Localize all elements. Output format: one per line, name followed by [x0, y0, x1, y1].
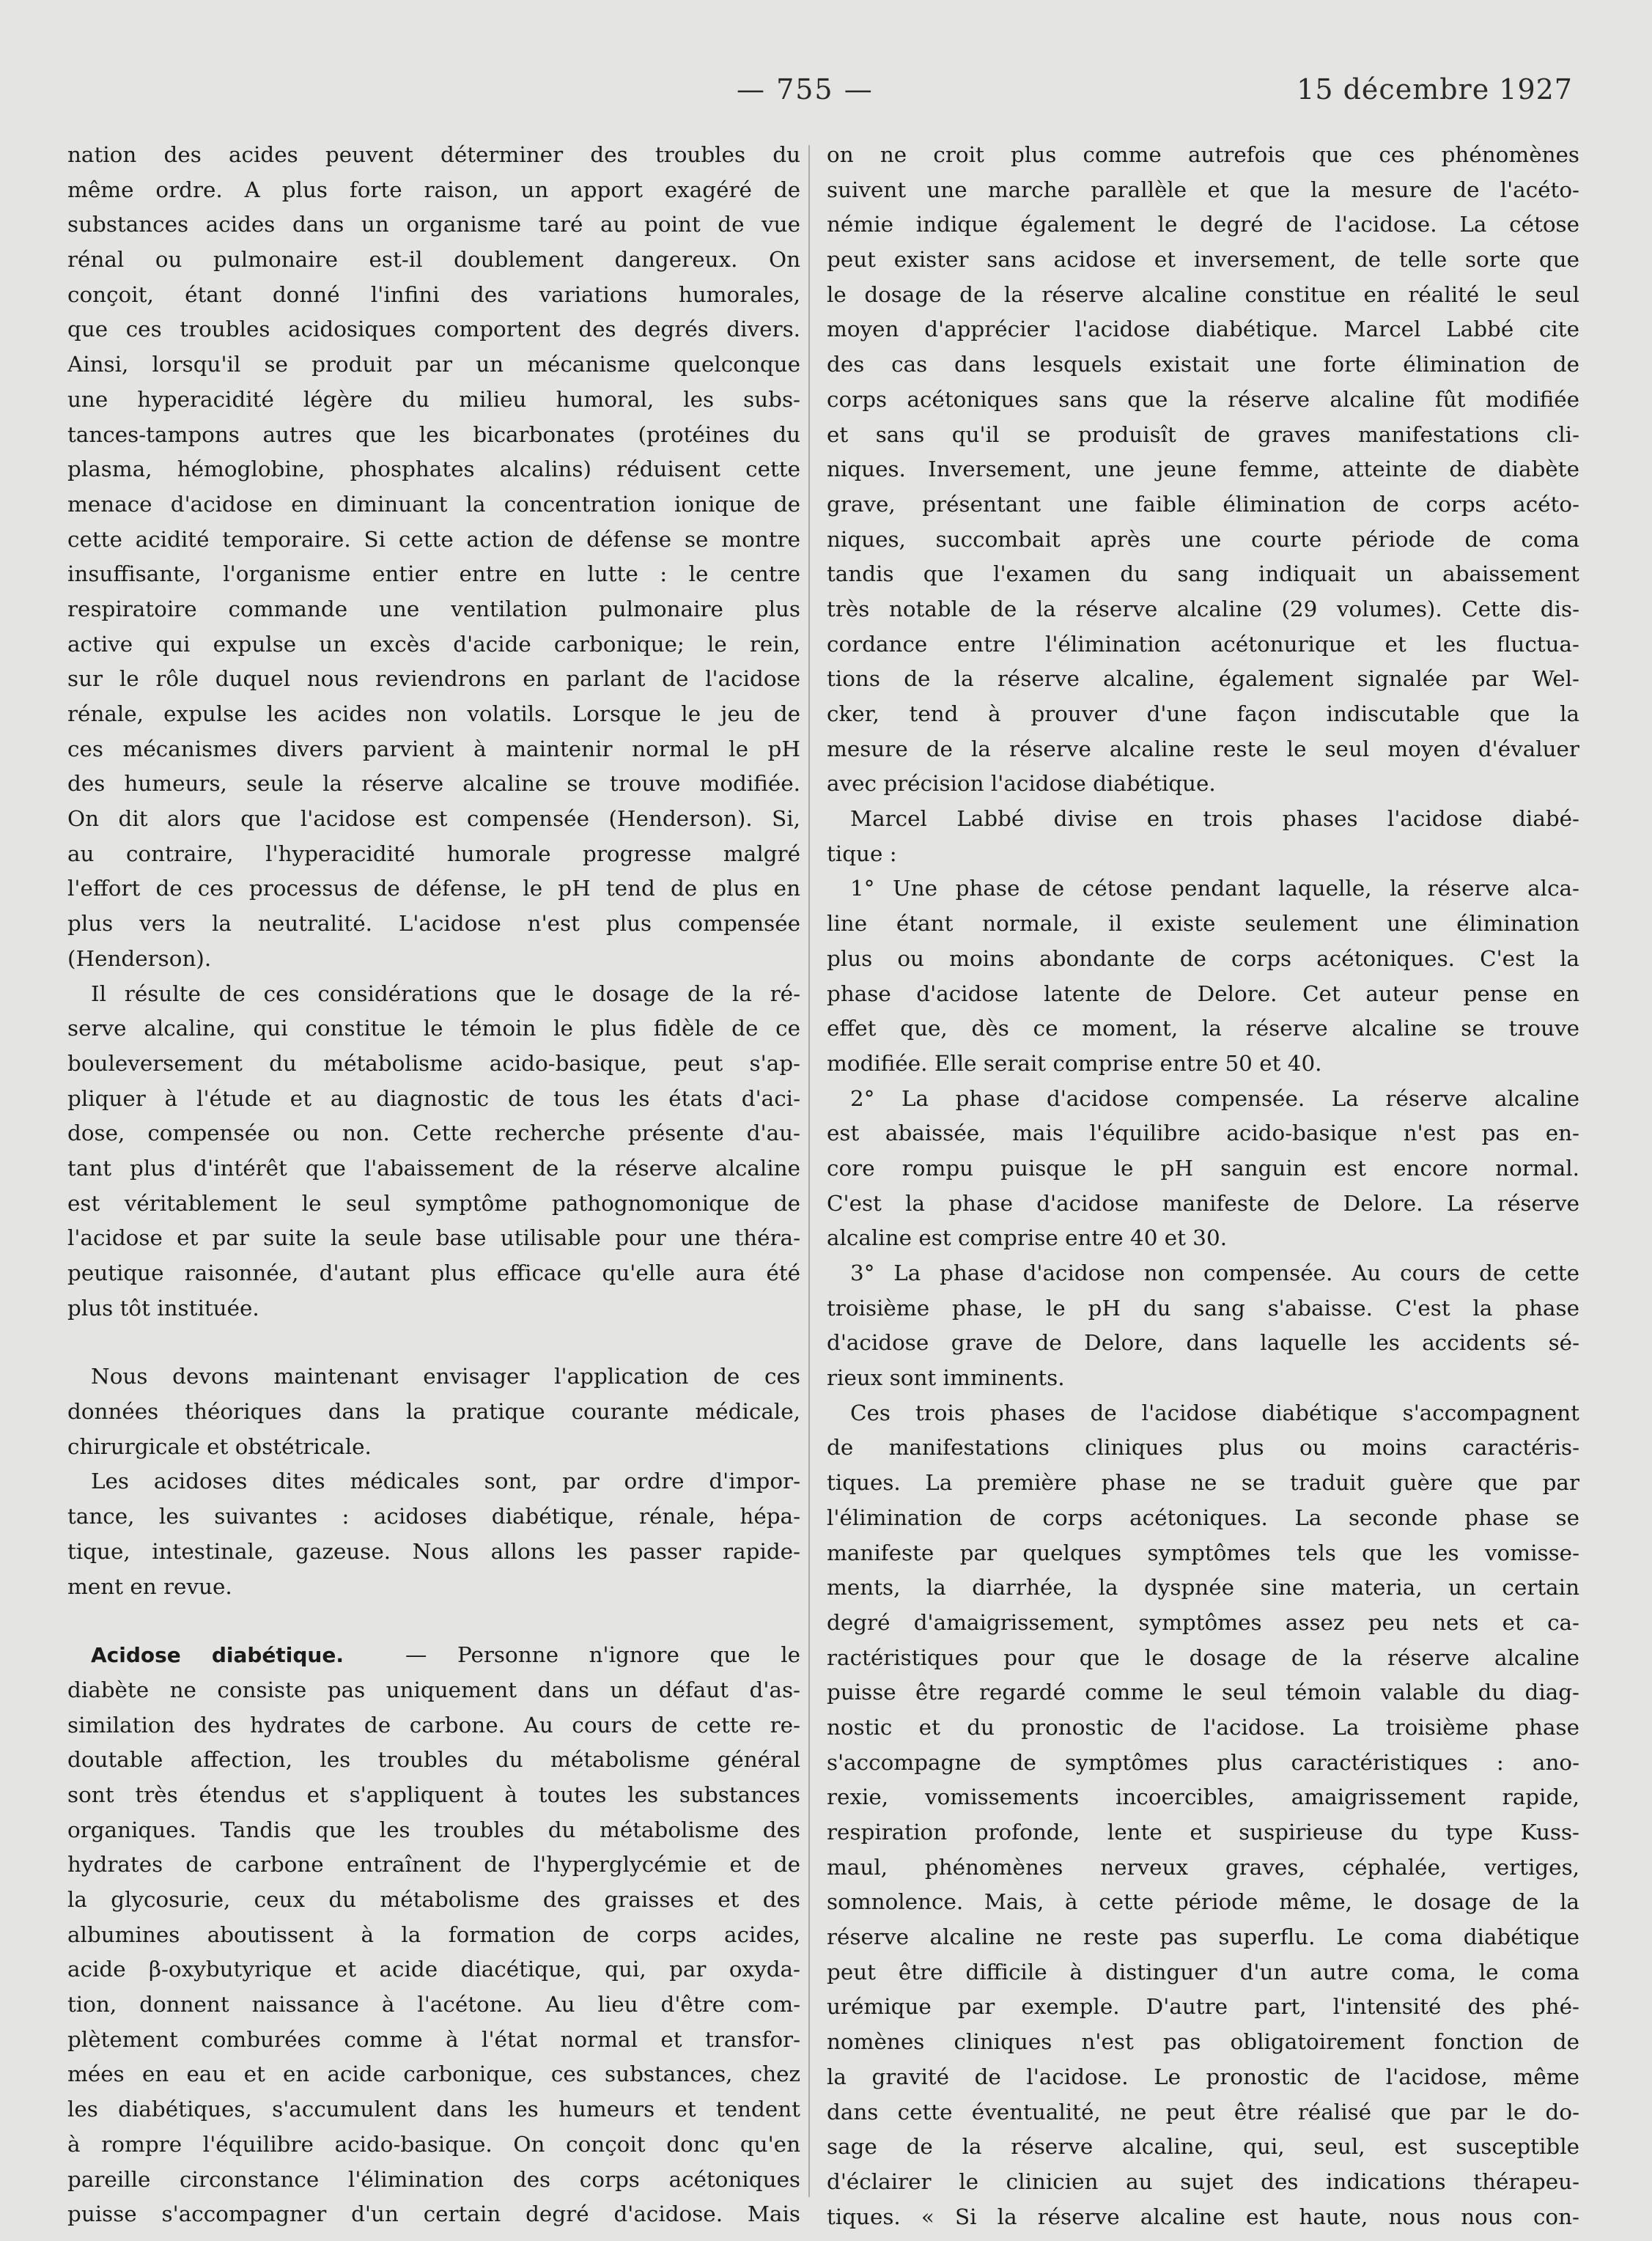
line-text: Ainsi, lorsqu'il se produit par un mécanisme quelconque [67, 352, 800, 377]
text-line [827, 1046, 1579, 1082]
text-line [67, 207, 800, 243]
line-text: nostic et du pronostic de l'acidose. La troisième phase [827, 1714, 1579, 1740]
issue-date: 15 décembre 1927 [1297, 73, 1573, 106]
text-line [827, 732, 1579, 767]
line-text: somnolence. Mais, à cette période même, le dosage de la [827, 1889, 1579, 1915]
text-line [67, 1430, 800, 1465]
line-text: est véritablement le seul symptôme pathognomonique de [67, 1190, 800, 1216]
text-line [67, 732, 800, 767]
line-text: peutique raisonnée, d'autant plus efficace qu'elle aura été [67, 1260, 800, 1285]
text-line [67, 1708, 800, 1743]
text-line [827, 837, 1579, 872]
text-line [827, 243, 1579, 278]
line-text: active qui expulse un excès d'acide carbonique; le rein, [67, 631, 800, 657]
line-text: une hyperacidité légère du milieu humoral, les subs- [67, 386, 800, 412]
text-line [827, 942, 1579, 977]
line-text: rexie, vomissements incoercibles, amaigrissement rapide, [827, 1784, 1579, 1810]
line-text: 2° La phase d'acidose compensée. La réserve alcaline [850, 1085, 1579, 1111]
text-line [67, 1221, 800, 1256]
line-text: plasma, hémoglobine, phosphates alcalins) réduisent cette [67, 457, 800, 482]
text-line [67, 662, 800, 697]
line-text: ces mécanismes divers parvient à maintenir normal le pH [67, 736, 800, 761]
text-line [827, 1291, 1579, 1326]
line-text: tion, donnent naissance à l'acétone. Au lieu d'être com- [67, 1992, 800, 2017]
line-text: tance, les suivantes : acidoses diabétique, rénale, hépa- [67, 1504, 800, 1529]
line-text: similation des hydrates de carbone. Au cours de cette re- [67, 1712, 800, 1738]
line-text: puisse s'accompagner d'un certain degré d'acidose. Mais [67, 2201, 800, 2227]
text-line [827, 207, 1579, 243]
text-line [67, 1395, 800, 1430]
text-line [67, 942, 800, 977]
line-text: chirurgicale et obstétricale. [67, 1433, 372, 1459]
text-line [67, 767, 800, 802]
line-text: substances acides dans un organisme taré au point de vue [67, 212, 800, 237]
line-text: rénale, expulse les acides non volatils. Lorsque le jeu de [67, 701, 800, 726]
line-text: plètement comburées comme à l'état normal et transfor- [67, 2026, 800, 2052]
text-line [67, 1499, 800, 1535]
text-line [67, 1082, 800, 1117]
text-line [67, 1186, 800, 1222]
text-line [827, 452, 1579, 487]
text-line [67, 1359, 800, 1395]
line-text: insuffisante, l'organisme entier entre en lutte : le centre [67, 561, 800, 587]
text-line [827, 1641, 1579, 1676]
text-line [67, 2092, 800, 2127]
text-line [827, 1746, 1579, 1781]
text-line [827, 977, 1579, 1012]
text-line [67, 347, 800, 383]
line-text: même ordre. A plus forte raison, un apport exagéré de [67, 177, 800, 202]
line-text: tique, intestinale, gazeuse. Nous allons les passer rapide- [67, 1538, 800, 1564]
line-text: on ne croit plus comme autrefois que ces phénomènes [827, 142, 1579, 167]
text-line [827, 1570, 1579, 1606]
text-line [827, 1256, 1579, 1291]
text-line [67, 418, 800, 453]
line-text: l'effort de ces processus de défense, le pH tend de plus en [67, 876, 800, 901]
line-text: niques, succombait après une courte période de coma [827, 526, 1579, 552]
line-text: s'accompagne de symptômes plus caractéristiques : ano- [827, 1749, 1579, 1775]
line-text: et sans qu'il se produisît de graves manifestations cli- [827, 421, 1579, 447]
line-text: tandis que l'examen du sang indiquait un abaissement [827, 561, 1579, 587]
text-line [827, 487, 1579, 523]
text-line [67, 523, 800, 558]
text-line [67, 627, 800, 662]
line-text: à rompre l'équilibre acido-basique. On conçoit donc qu'en [67, 2131, 800, 2157]
text-line [67, 2197, 800, 2232]
text-line [827, 312, 1579, 347]
text-line [67, 1743, 800, 1778]
line-text: menace d'acidose en diminuant la concentration ionique de [67, 491, 800, 517]
line-text: Les acidoses dites médicales sont, par ordre d'impor- [91, 1469, 800, 1494]
text-line [67, 452, 800, 487]
line-text: cordance entre l'élimination acétonurique et les fluctua- [827, 631, 1579, 657]
text-line [67, 2127, 800, 2163]
line-text: moyen d'apprécier l'acidose diabétique. Marcel Labbé cite [827, 317, 1579, 342]
text-line [67, 278, 800, 313]
line-text: sage de la réserve alcaline, qui, seul, est susceptible [827, 2134, 1579, 2160]
text-line [827, 1466, 1579, 1501]
text-line [67, 173, 800, 208]
line-text: l'élimination de corps acétoniques. La seconde phase se [827, 1505, 1579, 1530]
line-text: tions de la réserve alcaline, également signalée par Wel- [827, 666, 1579, 692]
text-line [827, 697, 1579, 732]
text-line [67, 592, 800, 627]
line-text: des humeurs, seule la réserve alcaline se trouve modifiée. [67, 771, 800, 797]
text-line [827, 802, 1579, 837]
line-text: alcaline est comprise entre 40 et 30. [827, 1225, 1228, 1251]
line-text: mées en eau et en acide carbonique, ces substances, chez [67, 2061, 800, 2087]
section-heading: Acidose diabétique. [91, 1643, 344, 1668]
line-text: de manifestations cliniques plus ou moins caractéris- [827, 1435, 1579, 1461]
line-text: Il résulte de ces considérations que le dosage de la ré- [91, 981, 800, 1006]
line-text: 3° La phase d'acidose non compensée. Au cours de cette [850, 1260, 1579, 1285]
text-line [827, 1501, 1579, 1536]
line-text: acide β-oxybutyrique et acide diacétique, qui, par oxyda- [67, 1957, 800, 1982]
line-text: sur le rôle duquel nous reviendrons en parlant de l'acidose [67, 666, 800, 692]
line-text: niques. Inversement, une jeune femme, atteinte de diabète [827, 457, 1579, 482]
text-line [827, 383, 1579, 418]
line-text: corps acétoniques sans que la réserve alcaline fût modifiée [827, 386, 1579, 412]
text-line [827, 2130, 1579, 2165]
text-line [67, 1778, 800, 1813]
line-text: doutable affection, les troubles du métabolisme général [67, 1747, 800, 1773]
line-text: serve alcaline, qui constitue le témoin le plus fidèle de ce [67, 1016, 800, 1041]
line-text: troisième phase, le pH du sang s'abaisse. C'est la phase [827, 1295, 1579, 1321]
text-line [827, 138, 1579, 173]
line-text: le dosage de la réserve alcaline constitue en réalité le seul [827, 281, 1579, 307]
text-line [67, 1813, 800, 1848]
page-header [0, 73, 1652, 117]
line-text: puisse être regardé comme le seul témoin valable du diag- [827, 1680, 1579, 1705]
text-line [67, 1638, 800, 1673]
text-line [67, 1918, 800, 1953]
line-text: d'acidose grave de Delore, dans laquelle les accidents sé- [827, 1330, 1579, 1356]
line-text: plus vers la neutralité. L'acidose n'est plus compensée [67, 911, 800, 937]
text-line [67, 1987, 800, 2023]
line-text: tiques. La première phase ne se traduit guère que par [827, 1470, 1579, 1496]
text-line [827, 2095, 1579, 2130]
text-line [67, 383, 800, 418]
line-text: On dit alors que l'acidose est compensée (Henderson). Si, [67, 806, 800, 832]
text-line [827, 1920, 1579, 1955]
text-line [67, 1046, 800, 1082]
line-text: ments, la diarrhée, la dyspnée sine materia, un certain [827, 1575, 1579, 1601]
line-text: plus tôt instituée. [67, 1295, 259, 1321]
line-text: que ces troubles acidosiques comportent des degrés divers. [67, 317, 800, 342]
line-text: C'est la phase d'acidose manifeste de Delore. La réserve [827, 1190, 1579, 1216]
line-text: core rompu puisque le pH sanguin est encore normal. [827, 1155, 1579, 1181]
text-line [67, 243, 800, 278]
line-text: — Personne n'ignore que le [405, 1642, 800, 1668]
text-line [827, 1850, 1579, 1886]
line-text: pliquer à l'étude et au diagnostic de tous les états d'aci- [67, 1085, 800, 1111]
line-text: dans cette éventualité, ne peut être réalisé que par le do- [827, 2099, 1579, 2124]
text-line [827, 767, 1579, 802]
line-text: line étant normale, il existe seulement une élimination [827, 911, 1579, 937]
text-line [827, 173, 1579, 208]
text-line [827, 2165, 1579, 2200]
line-text: ractéristiques pour que le dosage de la réserve alcaline [827, 1644, 1579, 1670]
line-text: la glycosurie, ceux du métabolisme des graisses et des [67, 1887, 800, 1912]
text-line [827, 1885, 1579, 1920]
text-line [827, 1990, 1579, 2025]
line-text: au contraire, l'hyperacidité humorale progresse malgré [67, 841, 800, 866]
text-line [827, 347, 1579, 383]
text-line [827, 871, 1579, 907]
line-text: cette acidité temporaire. Si cette action de défense se montre [67, 526, 800, 552]
line-text: suivent une marche parallèle et que la mesure de l'acéto- [827, 177, 1579, 202]
text-line [67, 1256, 800, 1291]
line-text: maul, phénomènes nerveux graves, céphalée, vertiges, [827, 1854, 1579, 1880]
line-text: plus ou moins abondante de corps acétoniques. C'est la [827, 945, 1579, 971]
text-line [827, 1326, 1579, 1361]
line-text: les diabétiques, s'accumulent dans les humeurs et tendent [67, 2097, 800, 2122]
text-line [827, 1011, 1579, 1046]
line-text: pareille circonstance l'élimination des corps acétoniques [67, 2166, 800, 2192]
line-text: données théoriques dans la pratique courante médicale, [67, 1399, 800, 1425]
text-line [827, 1116, 1579, 1151]
line-text: avec précision l'acidose diabétique. [827, 771, 1216, 797]
text-line [67, 871, 800, 907]
text-line [827, 1780, 1579, 1815]
line-text: némie indique également le degré de l'acidose. La cétose [827, 212, 1579, 237]
text-line [67, 1847, 800, 1883]
line-text: hydrates de carbone entraînent de l'hyperglycémie et de [67, 1852, 800, 1878]
line-text: Ces trois phases de l'acidose diabétique s'accompagnent [850, 1400, 1579, 1425]
line-text: peut être difficile à distinguer d'un autre coma, le coma [827, 1959, 1579, 1985]
line-text: respiration profonde, lente et suspirieuse du type Kuss- [827, 1820, 1579, 1845]
text-line [827, 1186, 1579, 1222]
left-column [67, 138, 800, 2232]
line-text: d'éclairer le clinicien au sujet des indications thérapeu- [827, 2168, 1579, 2194]
text-line [67, 1011, 800, 1046]
line-text: conçoit, étant donné l'infini des variations humorales, [67, 281, 800, 307]
text-line [827, 523, 1579, 558]
line-text: rénal ou pulmonaire est-il doublement dangereux. On [67, 247, 800, 273]
text-line [827, 2200, 1579, 2235]
text-line [67, 1291, 800, 1326]
text-line [827, 1710, 1579, 1746]
line-text: 1° Une phase de cétose pendant laquelle, la réserve alca- [850, 876, 1579, 901]
text-line [827, 1606, 1579, 1641]
line-text: (Henderson). [67, 945, 212, 971]
text-line [827, 1815, 1579, 1850]
line-text: bouleversement du métabolisme acido-basique, peut s'ap- [67, 1050, 800, 1076]
line-text: tiques. « Si la réserve alcaline est haute, nous nous con- [827, 2204, 1579, 2229]
text-line [827, 1536, 1579, 1571]
page-number: — 755 — [737, 73, 874, 106]
right-column [827, 138, 1579, 2234]
text-line [67, 1883, 800, 1918]
text-line [67, 557, 800, 592]
text-line [827, 627, 1579, 662]
text-line [827, 907, 1579, 942]
line-text: effet que, dès ce moment, la réserve alcaline se trouve [827, 1016, 1579, 1041]
text-line [67, 907, 800, 942]
line-text: urémique par exemple. D'autre part, l'intensité des phé- [827, 1994, 1579, 2020]
column-divider [808, 145, 810, 2197]
text-line [67, 1464, 800, 1499]
text-line [827, 1221, 1579, 1256]
text-line [67, 2057, 800, 2092]
line-text: la gravité de l'acidose. Le pronostic de l'acidose, même [827, 2064, 1579, 2089]
line-text: dose, compensée ou non. Cette recherche présente d'au- [67, 1120, 800, 1146]
line-text: sont très étendus et s'appliquent à toutes les substances [67, 1782, 800, 1807]
text-line [67, 802, 800, 837]
text-line [827, 2025, 1579, 2060]
line-text: Marcel Labbé divise en trois phases l'acidose diabé- [850, 806, 1579, 832]
text-line [827, 1675, 1579, 1710]
text-line [827, 2060, 1579, 2095]
line-text: très notable de la réserve alcaline (29 volumes). Cette dis- [827, 596, 1579, 621]
line-text: l'acidose et par suite la seule base utilisable pour une théra- [67, 1225, 800, 1251]
line-text: rieux sont imminents. [827, 1365, 1065, 1391]
line-text: réserve alcaline ne reste pas superflu. Le coma diabétique [827, 1924, 1579, 1950]
text-line [67, 977, 800, 1012]
text-line [827, 278, 1579, 313]
text-line [67, 697, 800, 732]
text-line [67, 487, 800, 523]
line-text: nation des acides peuvent déterminer des troubles du [67, 142, 800, 167]
text-line [67, 1952, 800, 1987]
text-line [827, 1955, 1579, 1990]
text-line [67, 138, 800, 173]
line-text: tique : [827, 841, 897, 866]
line-text: peut exister sans acidose et inversement, de telle sorte que [827, 247, 1579, 273]
line-text: albumines aboutissent à la formation de corps acides, [67, 1921, 800, 1947]
line-text: respiratoire commande une ventilation pulmonaire plus [67, 596, 800, 621]
line-text: Nous devons maintenant envisager l'application de ces [91, 1364, 800, 1389]
line-text: manifeste par quelques symptômes tels que les vomisse- [827, 1540, 1579, 1565]
text-line [67, 1570, 800, 1605]
text-line [67, 1116, 800, 1151]
text-line [67, 837, 800, 872]
text-line [67, 2023, 800, 2058]
line-text: organiques. Tandis que les troubles du métabolisme des [67, 1817, 800, 1842]
line-text: degré d'amaigrissement, symptômes assez peu nets et ca- [827, 1609, 1579, 1635]
text-line [67, 312, 800, 347]
text-line [827, 1361, 1579, 1396]
text-line [67, 1673, 800, 1708]
text-line [67, 1151, 800, 1186]
text-line [827, 1082, 1579, 1117]
line-text: diabète ne consiste pas uniquement dans un défaut d'as- [67, 1677, 800, 1702]
text-line [827, 1396, 1579, 1431]
line-text: modifiée. Elle serait comprise entre 50 et 40. [827, 1050, 1322, 1076]
text-line [827, 662, 1579, 697]
text-line [827, 418, 1579, 453]
line-text: cker, tend à prouver d'une façon indiscutable que la [827, 701, 1579, 726]
line-text: ment en revue. [67, 1573, 232, 1599]
line-text: des cas dans lesquels existait une forte élimination de [827, 352, 1579, 377]
text-line [67, 2163, 800, 2198]
text-line [827, 1430, 1579, 1466]
line-text: mesure de la réserve alcaline reste le seul moyen d'évaluer [827, 736, 1579, 761]
text-line [67, 1535, 800, 1570]
line-text: phase d'acidose latente de Delore. Cet auteur pense en [827, 981, 1579, 1006]
line-text: tances-tampons autres que les bicarbonates (protéines du [67, 421, 800, 447]
line-text: grave, présentant une faible élimination de corps acéto- [827, 491, 1579, 517]
line-text: tant plus d'intérêt que l'abaissement de la réserve alcaline [67, 1155, 800, 1181]
line-text: est abaissée, mais l'équilibre acido-basique n'est pas en- [827, 1120, 1579, 1146]
text-line [827, 557, 1579, 592]
text-line [827, 592, 1579, 627]
text-line [827, 1151, 1579, 1186]
line-text: nomènes cliniques n'est pas obligatoirement fonction de [827, 2029, 1579, 2055]
